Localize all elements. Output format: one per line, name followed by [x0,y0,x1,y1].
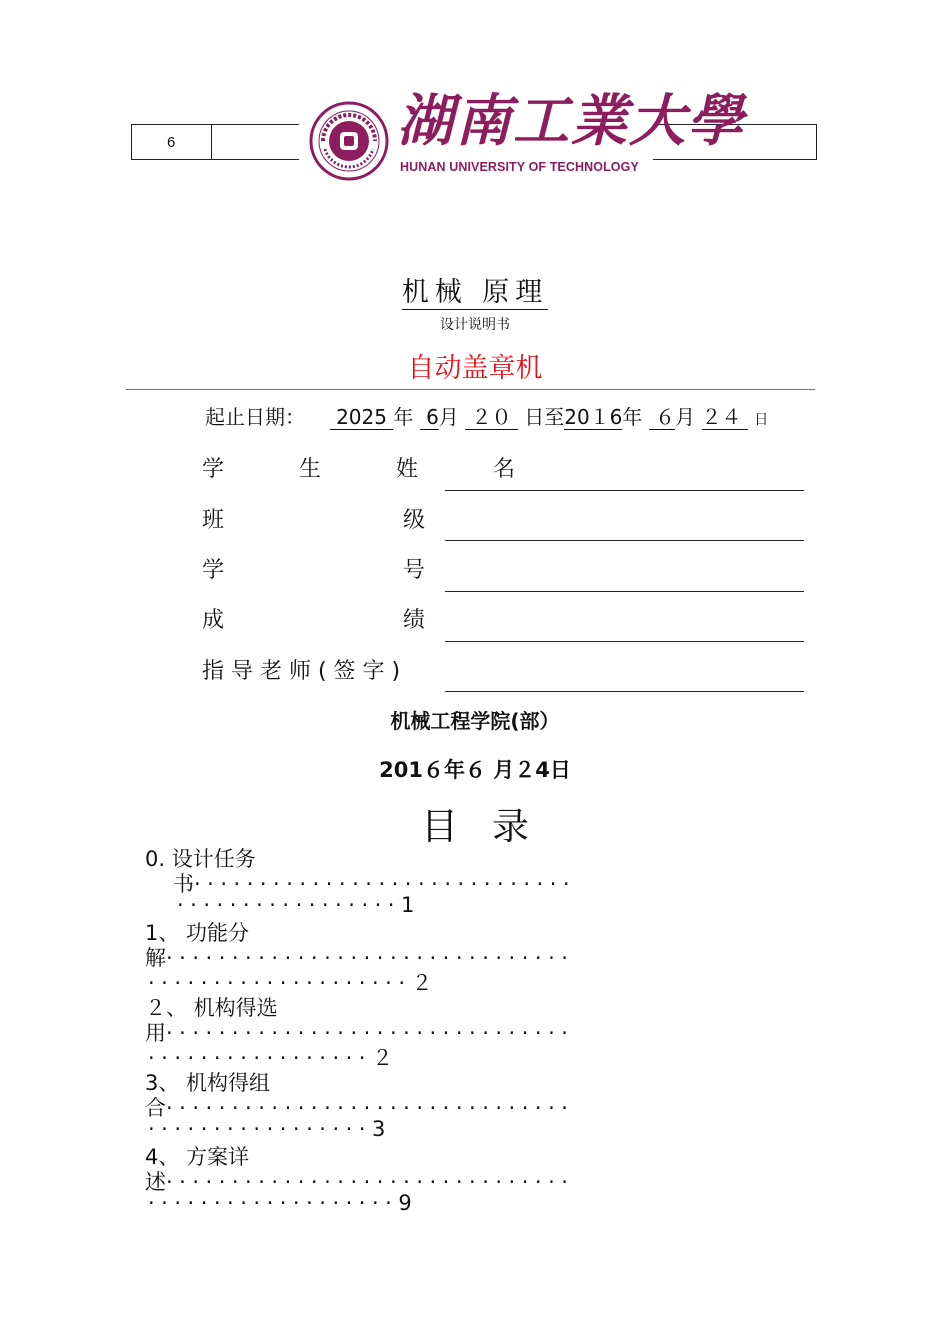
start-month: 6 [420,405,439,430]
date-range: 起止日期： 2025 年 6月 ２０ 日至20１6年 ６月 ２４ 日 [205,405,769,429]
field-label-advisor-signature: 指 导 老 师 ( 签 字 ) [202,659,401,684]
field-line-student-id[interactable] [445,591,804,592]
field-line-class[interactable] [445,540,804,541]
toc-entry-1-line1[interactable]: 1、 功能分 [145,921,250,945]
field-label-student-id: 学 号 [202,558,425,583]
divider [126,389,815,390]
toc-title: 目录 [421,805,563,848]
page-number: 6 [167,134,176,151]
department: 机械工程学院(部） [390,709,560,733]
toc-entry-3-line1[interactable]: 3、 机构得组 [145,1071,271,1095]
end-month: ６ [649,405,675,430]
field-label-class: 班 级 [202,508,425,533]
toc-entry-4-line2[interactable]: 述······························· [145,1170,575,1194]
toc-entry-4-page: 9 [398,1191,412,1215]
header-cell-page [132,125,212,159]
toc-entry-2-page: ２ [371,1046,393,1070]
toc-entry-3-line3[interactable]: ·················3 [148,1117,386,1141]
end-day: ２４ [702,405,748,430]
toc-entry-2-line1[interactable]: ２、 机构得选 [145,996,278,1020]
toc-entry-1-line2[interactable]: 解······························· [145,946,575,970]
header-cell-empty [212,125,302,159]
logo-english-name: HUNAN UNIVERSITY OF TECHNOLOGY [400,160,639,174]
course-title: 机械 原理 [401,277,549,308]
toc-entry-2-line3[interactable]: ·················２ [148,1046,393,1070]
toc-entry-0-line3[interactable]: ·················1 [177,893,415,917]
toc-entry-0-line1[interactable]: 0. 设计任务 [145,847,256,871]
start-day: ２０ [465,405,518,430]
toc-entry-1-line3[interactable]: ····················２ [148,971,433,995]
toc-entry-3-line2[interactable]: 合······························· [145,1096,575,1120]
field-label-grade: 成 绩 [202,608,425,633]
document-type: 设计说明书 [440,317,510,333]
university-seal-icon [309,101,389,181]
start-year: 2025 [330,405,394,430]
toc-entry-3-page: 3 [371,1117,386,1141]
field-line-advisor-signature[interactable] [445,691,804,692]
toc-entry-0-page: 1 [400,893,415,917]
field-line-grade[interactable] [445,641,804,642]
field-label-student-name: 学 生 姓 名 [202,457,549,482]
cover-date: 201６年６ 月２4日 [379,758,571,782]
toc-entry-2-line2[interactable]: 用······························· [145,1021,575,1045]
university-logo [299,81,745,202]
toc-entry-0-line2[interactable]: 书····························· [173,872,577,896]
logo-chinese-name: 湖南工業大學 [397,88,745,154]
project-title: 自动盖章机 [407,353,543,384]
toc-entry-4-line1[interactable]: 4、 方案详 [145,1145,250,1169]
date-range-label: 起止日期： [205,405,305,429]
end-year: 20１6 [564,405,623,429]
toc-entry-1-page: ２ [411,971,433,995]
toc-entry-4-line3[interactable]: ···················9 [148,1191,412,1215]
field-line-student-name[interactable] [445,490,804,491]
